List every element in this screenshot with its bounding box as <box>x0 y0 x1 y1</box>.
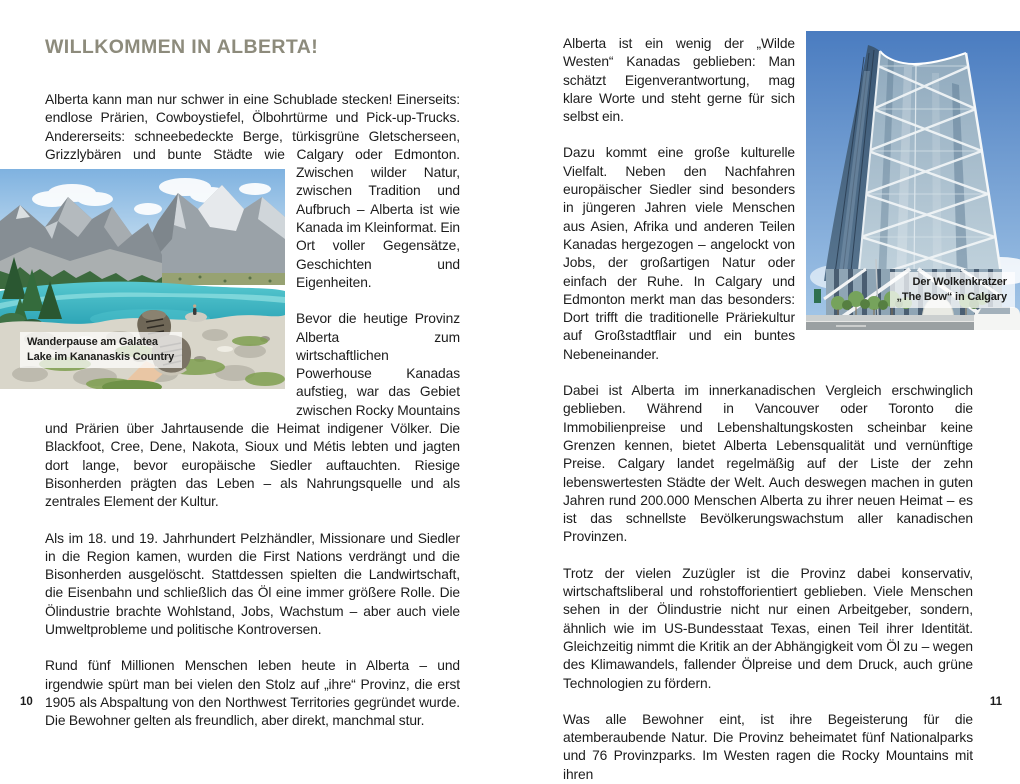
caption-line: Wanderpause am Galatea <box>27 336 158 349</box>
paragraph: Bevor die heutige Provinz Alberta zum wirtschaftlichen Powerhouse Kanadas aufstieg, war das Gebiet zwischen Rocky Mountains und Prärien über Jahrtausende die Heimat indigener Völker. Die Blackfoot, Cree, Dene, Nakota, Sioux und Métis lebten und jagten dort lange, bevor europäische Siedler auftauchten. Riesige Bisonherden prägten das Leben – als Nahrungsquelle und als zentrales Element der Kultur. <box>45 311 460 510</box>
paragraph-text: Alberta ist ein wenig der „Wilde Westen“ Kanadas geblieben: Man schätzt Eigenverantwortung, mag klare Worte und steht gerne für sich selbst ein. <box>563 36 795 125</box>
paragraph-intro <box>27 91 460 363</box>
bow-tower-photo <box>806 31 1020 330</box>
page-right <box>510 0 1020 782</box>
paragraph: Was alle Bewohner eint, ist ihre Begeisterung für die atemberaubende Natur. Die Provinz beheimatet fünf Nationalparks und 76 Provinzparks. Im Westen ragen die Rocky Mountains mit ihren <box>563 711 973 782</box>
paragraph: Dabei ist Alberta im innerkanadischen Vergleich erschwinglich geblieben. Während in Vancouver oder Toronto die Immobilienpreise und Lebenshaltungskosten scheinbar keine Grenzen kennen, bietet Alberta Lebensqualität und vernünftige Preise. Calgary landet regelmäßig auf der Liste der zehn lebenswertesten Städte der Welt. Auch deswegen machen in guten Jahren rund 200.000 Menschen Alberta zu ihrer neuen Heimat – es ist das schnellste Bevölkerungswachstum aller kanadischen Provinzen. <box>563 383 973 545</box>
page-number-left: 10 <box>20 696 33 708</box>
paragraph-intro-lead: Alberta kann man nur schwer in eine Schublade stecken! Einerseits: endlose Prärien, Cowboystiefel, Ölbohrtürme und Pick-up-Trucks. Andererseits: schneebedeckte Berge, türkisgrüne Gletscherseen, Grizzlybären und bunte Städte wie Calgary oder <box>45 92 460 162</box>
lake-photo <box>0 169 285 389</box>
paragraph: Als im 18. und 19. Jahrhundert Pelzhändler, Missionare und Siedler in die Region kamen, wurden die First Nations verdrängt und die Bisonherden ausgelöscht. Stattdessen spielten die Landwirtschaft, die Eisenbahn und schließlich das Öl eine immer größere Rolle. Die Ölindustrie brachte Wohlstand, Jobs, Wachstum – aber auch viele Umweltprobleme und politische Kontroversen. <box>45 530 460 638</box>
paragraph: Trotz der vielen Zuzügler ist die Provinz dabei konservativ, wirtschaftsliberal und rohstofforientiert geblieben. Viele Menschen sehen in der Ölindustrie nicht nur einen Arbeitgeber, sondern, ähnlich wie im US-Bundesstaat Texas, einen Teil ihrer Identität. Gleichzeitig nimmt die Kritik an der Abhängigkeit vom Öl zu – wegen des Klimawandels, fallender Ölpreise und dem Druck, auch grüne Technologien zu fördern. <box>563 565 973 691</box>
paragraph: Dazu kommt eine große kulturelle Vielfalt. Neben den Nachfahren europäischer Siedler sind besonders in jüngeren Jahren viele Menschen aus Asien, Afrika und anderen Teilen Kanadas hergezogen – angelockt von Jobs, der großartigen Natur oder einfach der Ruhe. In Calgary und Edmonton merkt man das besonders: Dort trifft die traditionelle Präriekultur auf Großstadtflair und ein buntes Nebeneinander. <box>563 145 795 362</box>
caption-line: „The Bow“ in Calgary <box>896 290 1007 303</box>
paragraph-intro-rest: Edmonton. Zwischen wilder Natur, zwischen Tradition und Aufbruch – Alberta ist wie Kanada im Kleinformat. Ein Ort voller Gegensätze, Geschichten und Eigenheiten. <box>296 146 460 290</box>
caption-line: Lake im Kananaskis Country <box>27 350 175 363</box>
bow-photo-caption <box>890 272 1015 308</box>
caption-line: Der Wolkenkratzer <box>912 276 1007 288</box>
lake-photo-caption <box>20 332 182 368</box>
paragraph: Rund fünf Millionen Menschen leben heute in Alberta – und irgendwie spürt man bei vielen den Stolz auf „ihre“ Provinz, die erst 1905 als Abspaltung von den Northwest Territories gegründet wurde. Die Bewohner gelten als freundlich, aber direkt, manchmal stur. <box>45 658 460 729</box>
page-title: WILLKOMMEN IN ALBERTA! <box>45 36 319 58</box>
page-number-right: 11 <box>989 696 1002 708</box>
page-left <box>0 0 510 732</box>
